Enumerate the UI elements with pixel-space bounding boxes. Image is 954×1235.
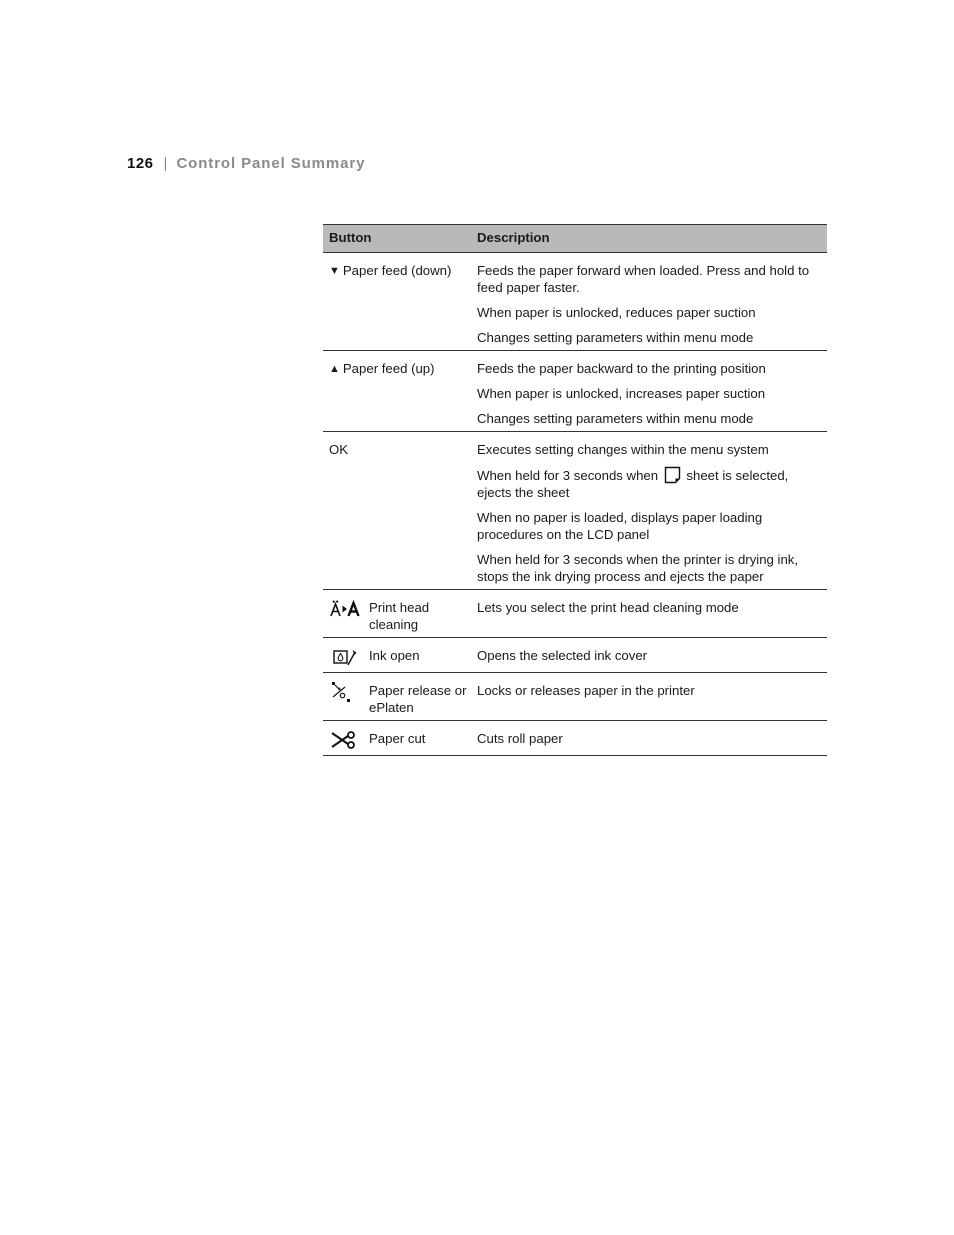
button-label: Ink open: [369, 648, 420, 663]
paper-release-icon: [329, 681, 363, 703]
description-cell: [471, 351, 827, 432]
table-header-row: [323, 225, 827, 253]
arrow-down-icon: ▼: [329, 265, 340, 277]
table-row-paper-feed-down: [323, 253, 827, 351]
description-line: When paper is unlocked, reduces paper suction: [477, 305, 756, 320]
sheet-icon: [664, 466, 681, 484]
button-label: Paper feed (down): [342, 263, 452, 278]
button-cell: [323, 673, 471, 721]
column-header-button: Button: [323, 225, 471, 253]
table-row-print-head-cleaning: [323, 590, 827, 638]
page-header: [127, 155, 365, 173]
button-label: Paper cut: [369, 731, 426, 746]
section-title: Control Panel Summary: [176, 155, 366, 172]
table-row-ink-open: [323, 638, 827, 673]
button-cell: [323, 590, 471, 638]
print-head-cleaning-icon: [329, 598, 363, 620]
description-text: When held for 3 seconds when: [477, 468, 659, 483]
description-line: When held for 3 seconds when the printer is drying ink, stops the ink drying process and ejects the paper: [477, 552, 799, 584]
button-label: OK: [329, 442, 349, 457]
table-row-paper-release: [323, 673, 827, 721]
button-cell: [323, 253, 471, 351]
button-cell: [323, 721, 471, 756]
column-header-description: Description: [471, 225, 827, 253]
description-cell: [471, 590, 827, 638]
button-label: Paper feed (up): [342, 361, 435, 376]
ink-open-icon: [329, 646, 363, 668]
button-label: Paper release or ePlaten: [369, 683, 467, 715]
description-cell: [471, 721, 827, 756]
button-cell: [323, 432, 471, 590]
description-line: Locks or releases paper in the printer: [477, 683, 695, 698]
description-line: Opens the selected ink cover: [477, 648, 648, 663]
table-row-paper-cut: [323, 721, 827, 756]
description-line: Cuts roll paper: [477, 731, 563, 746]
description-cell: [471, 673, 827, 721]
table-row-ok: [323, 432, 827, 590]
description-line: When paper is unlocked, increases paper suction: [477, 386, 766, 401]
description-line: Executes setting changes within the menu system: [477, 442, 769, 457]
description-cell: [471, 432, 827, 590]
header-separator: |: [163, 155, 168, 172]
table-row-paper-feed-up: [323, 351, 827, 432]
page-number: 126: [127, 155, 154, 172]
description-text: sheet is selected, ejects the sheet: [477, 468, 789, 500]
button-cell: [323, 638, 471, 673]
button-label: Print head cleaning: [369, 600, 430, 632]
scissors-icon: [329, 729, 363, 751]
description-line: Changes setting parameters within menu mode: [477, 411, 754, 426]
control-panel-table: [323, 224, 827, 756]
description-line: Lets you select the print head cleaning mode: [477, 600, 739, 615]
description-line: Changes setting parameters within menu mode: [477, 330, 754, 345]
description-line: When no paper is loaded, displays paper loading procedures on the LCD panel: [477, 510, 763, 542]
description-line: [477, 466, 821, 501]
description-line: Feeds the paper backward to the printing position: [477, 361, 766, 376]
description-cell: [471, 253, 827, 351]
description-line: Feeds the paper forward when loaded. Press and hold to feed paper faster.: [477, 263, 810, 295]
arrow-up-icon: ▲: [329, 363, 340, 375]
description-cell: [471, 638, 827, 673]
button-cell: [323, 351, 471, 432]
